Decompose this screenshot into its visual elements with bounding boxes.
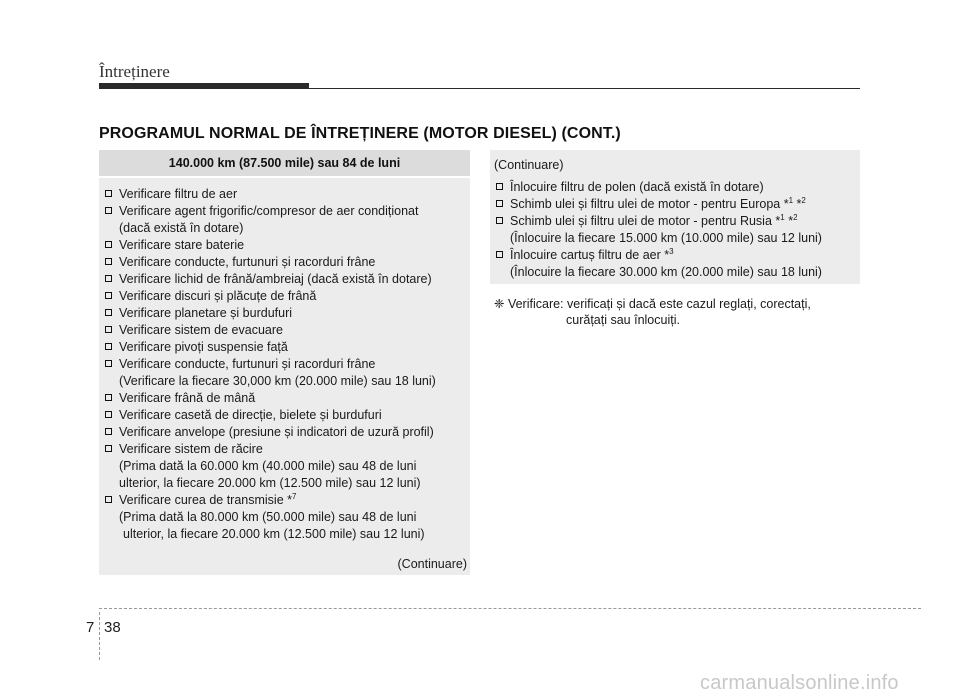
list-item: Verificare discuri și plăcuțe de frână [105, 288, 464, 305]
continue-label: (Continuare) [397, 557, 467, 571]
checkbox-icon [105, 241, 112, 248]
checkbox-icon [105, 309, 112, 316]
list-item: Înlocuire filtru de polen (dacă există în dotare) [496, 179, 854, 196]
list-item: Schimb ulei și filtru ulei de motor - pentru Rusia *$^1$ *$^2$ (Înlocuire la fiecare 15.000 km (10.000 mile) sau 12 luni) [496, 213, 854, 247]
checkbox-icon [105, 207, 112, 214]
header-rule-thin [309, 88, 860, 89]
checkbox-icon [105, 258, 112, 265]
footnote [494, 296, 860, 328]
list-item: Verificare filtru de aer [105, 186, 464, 203]
checkbox-icon [105, 292, 112, 299]
footnote-line-1: ❈ Verificare: verificați și dacă este cazul reglați, corectați, [494, 297, 811, 311]
list-item: Verificare frână de mână [105, 390, 464, 407]
left-checklist [99, 178, 470, 543]
chapter-number: 7 [86, 619, 95, 636]
list-item: Verificare conducte, furtunuri și racorduri frâne [105, 254, 464, 271]
maintenance-table-left [99, 150, 470, 575]
page-number: 38 [104, 619, 121, 636]
footer-divider [99, 608, 921, 609]
checkbox-icon [105, 411, 112, 418]
checkbox-icon [496, 217, 503, 224]
footer-vertical-divider [99, 612, 100, 660]
section-title: PROGRAMUL NORMAL DE ÎNTREȚINERE (MOTOR DIESEL) (CONT.) [99, 125, 621, 142]
right-checklist [490, 174, 860, 281]
maintenance-table-right [490, 150, 860, 284]
list-item: Verificare pivoți suspensie față [105, 339, 464, 356]
list-item: Verificare conducte, furtunuri și racorduri frâne (Verificare la fiecare 30,000 km (20.000 mile) sau 18 luni) [105, 356, 464, 390]
chapter-title: Întreținere [99, 62, 170, 81]
list-item: Verificare anvelope (presiune și indicatori de uzură profil) [105, 424, 464, 441]
list-item: Verificare stare baterie [105, 237, 464, 254]
footnote-line-2: curățați sau înlocuiți. [566, 313, 680, 327]
list-item: Verificare agent frigorific/compresor de aer condiționat (dacă există în dotare) [105, 203, 464, 237]
continuation-heading: (Continuare) [494, 158, 564, 172]
watermark: carmanualsonline.info [700, 672, 899, 694]
header-rule-thick [99, 83, 309, 89]
checkbox-icon [105, 190, 112, 197]
checkbox-icon [105, 326, 112, 333]
checkbox-icon [105, 343, 112, 350]
checkbox-icon [496, 200, 503, 207]
checkbox-icon [496, 183, 503, 190]
list-item: Verificare planetare și burdufuri [105, 305, 464, 322]
list-item: Verificare lichid de frână/ambreiaj (dacă există în dotare) [105, 271, 464, 288]
list-item: Schimb ulei și filtru ulei de motor - pentru Europa *$^1$ *$^2$ [496, 196, 854, 213]
checkbox-icon [105, 428, 112, 435]
checkbox-icon [496, 251, 503, 258]
checkbox-icon [105, 275, 112, 282]
list-item: Verificare sistem de răcire (Prima dată la 60.000 km (40.000 mile) sau 48 de luni ulterior, la fiecare 20.000 km (12.500 mile) sau 12 luni) [105, 441, 464, 492]
interval-heading: 140.000 km (87.500 mile) sau 84 de luni [99, 150, 470, 178]
list-item: Verificare curea de transmisie *$^7$ (Prima dată la 80.000 km (50.000 mile) sau 48 de luni ulterior, la fiecare 20.000 km (12.500 mile) sau 12 luni) [105, 492, 464, 543]
checkbox-icon [105, 445, 112, 452]
checkbox-icon [105, 496, 112, 503]
list-item: Verificare casetă de direcție, bielete și burdufuri [105, 407, 464, 424]
checkbox-icon [105, 360, 112, 367]
list-item: Înlocuire cartuș filtru de aer *$^3$ (Înlocuire la fiecare 30.000 km (20.000 mile) sau 18 luni) [496, 247, 854, 281]
checkbox-icon [105, 394, 112, 401]
list-item: Verificare sistem de evacuare [105, 322, 464, 339]
